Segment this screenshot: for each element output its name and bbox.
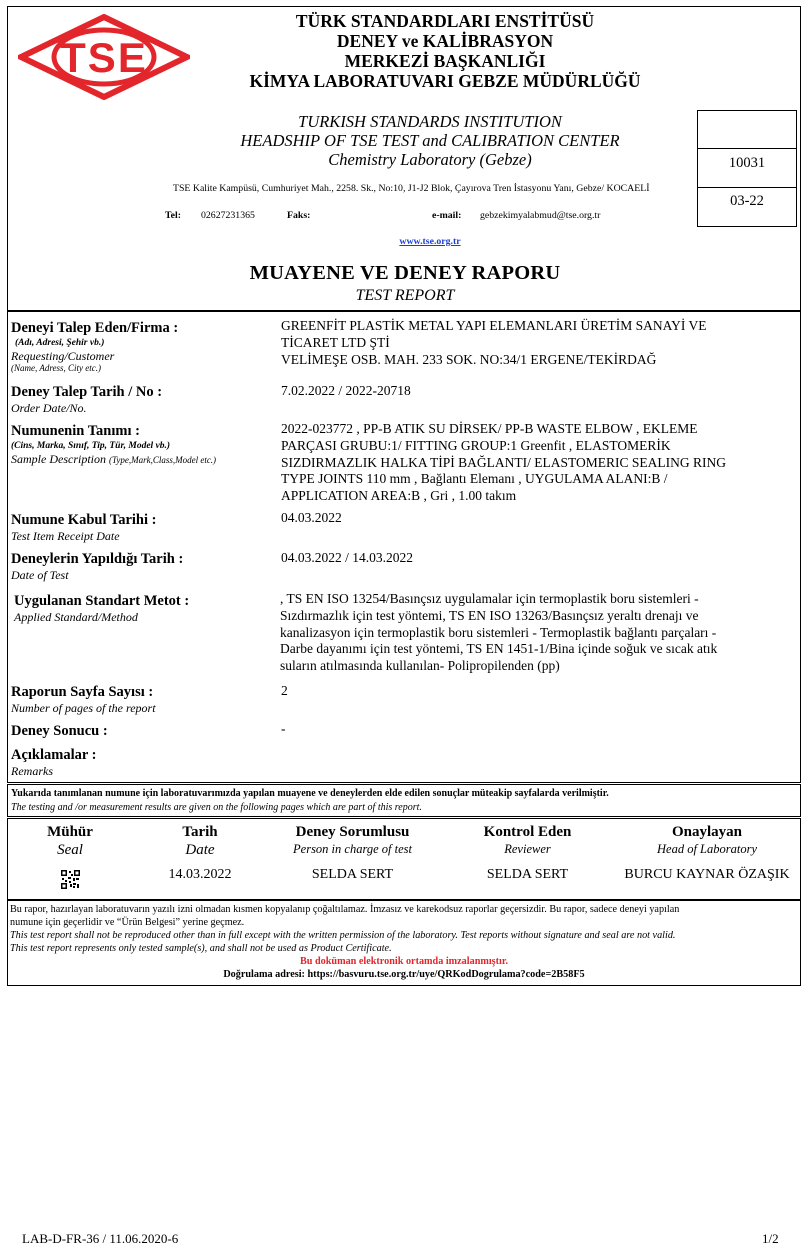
standard-label-group [14, 593, 189, 624]
sample-value-line: SIZDIRMAZLIK HALKA TİPİ BAĞLANTI/ ELASTOMERIC SEALING RING [281, 454, 726, 470]
sample-sub: (Cins, Marka, Sınıf, Tip, Tür, Model vb.) [11, 441, 171, 451]
test-date-en: Date of Test [11, 568, 69, 582]
result-label: Deney Sonucu : [11, 723, 108, 739]
test-date-value: 04.03.2022 / 14.03.2022 [281, 550, 414, 565]
approver-title: Onaylayan [671, 824, 743, 840]
tel-label: Tel: [165, 210, 181, 221]
disclaimer-tr [10, 904, 679, 929]
header-tr-line: DENEY ve KALİBRASYON [336, 31, 554, 51]
customer-en-sub: (Name, Adress, City etc.) [11, 363, 101, 373]
reviewer-sub: Reviewer [504, 842, 551, 856]
approver-value: BURCU KAYNAR ÖZAŞIK [624, 867, 790, 882]
customer-label: Deneyi Talep Eden/Firma : [11, 320, 179, 336]
customer-en: Requesting/Customer [11, 349, 115, 363]
email-label: e-mail: [432, 210, 462, 221]
reviewer-column [460, 824, 595, 883]
header-en-line: HEADSHIP OF TSE TEST and CALIBRATION CENTER [240, 131, 620, 150]
receipt-value: 04.03.2022 [281, 510, 342, 525]
responsible-column [270, 824, 435, 883]
disclaimer-en-line: This test report shall not be reproduced other than in full except with the written permission of the laboratory. Test reports without signature and seal are not valid. [10, 930, 676, 941]
customer-value-line: GREENFİT PLASTİK METAL YAPI ELEMANLARI ÜRETİM SANAYİ VE [281, 318, 707, 333]
remarks-label-group [11, 747, 97, 778]
pages-value: 2 [281, 683, 288, 698]
order-value: 7.02.2022 / 2022-20718 [281, 383, 411, 398]
customer-label-group [11, 320, 178, 374]
standard-value [280, 591, 785, 675]
sample-value-line: 2022-023772 , PP-B ATIK SU DİRSEK/ PP-B WASTE ELBOW , EKLEME [281, 421, 698, 436]
result-label-group [11, 723, 108, 740]
standard-en: Applied Standard/Method [14, 610, 138, 624]
sample-label-group [11, 423, 216, 467]
code-box-divider [697, 148, 797, 149]
reviewer-value: SELDA SERT [486, 867, 569, 882]
customer-value-line: VELİMEŞE OSB. MAH. 233 SOK. NO:34/1 ERGENE/TEKİRDAĞ [281, 351, 657, 367]
disclaimer-en [10, 930, 675, 955]
code-box-date: 03-22 [730, 193, 764, 209]
date-title: Tarih [182, 824, 218, 840]
remarks-en: Remarks [11, 764, 53, 778]
code-box-number: 10031 [728, 155, 766, 171]
customer-value [281, 318, 786, 368]
standard-value-line: , TS EN ISO 13254/Basınçsız uygulamalar için termoplastik boru sistemleri - [280, 591, 699, 606]
responsible-value: SELDA SERT [311, 867, 394, 882]
sample-value-line: PARÇASI GRUBU:1/ FITTING GROUP:1 Greenfit , ELASTOMERİK [281, 437, 671, 453]
disclaimer-tr-line: Bu rapor, hazırlayan laboratuvarın yazılı izni olmadan kısmen kopyalanıp çoğaltılamaz. İmzasız ve karekodsuz raporlar geçersizdir. Bu rapor, sadece deneyi yapılan [10, 904, 680, 915]
disclaimer-tr-line: numune için geçerlidir ve “Ürün Belgesi” yerine geçmez. [10, 916, 245, 928]
pages-label: Raporun Sayfa Sayısı : [11, 684, 154, 700]
receipt-en: Test Item Receipt Date [11, 529, 120, 543]
sample-en: Sample Description [11, 452, 106, 466]
sample-label: Numunenin Tanımı : [11, 423, 140, 439]
standard-value-line: suların atılmasında kullanılan- Polipropilenden (pp) [280, 658, 560, 674]
remarks-label: Açıklamalar : [11, 747, 97, 763]
tse-logo [18, 14, 190, 100]
pages-en: Number of pages of the report [11, 701, 156, 715]
header-tr-line: TÜRK STANDARDLARI ENSTİTÜSÜ [295, 11, 595, 31]
standard-value-line: Darbe dayanımı için test yöntemi, TS EN 1451-1/Bina içinde soğuk ve sıcak atık [280, 641, 718, 657]
date-sub: Date [185, 842, 215, 858]
customer-sub: (Adı, Adresi, Şehir vb.) [15, 338, 105, 348]
receipt-label-group [11, 512, 156, 543]
order-label-group [11, 384, 162, 415]
verification-address[interactable]: Doğrulama adresi: https://basvuru.tse.org.tr/uye/QRKodDogrulama?code=2B58F5 [223, 969, 585, 980]
receipt-label: Numune Kabul Tarihi : [11, 512, 157, 528]
seal-sub: Seal [57, 842, 83, 858]
approver-sub: Head of Laboratory [657, 842, 757, 856]
sample-value-line: APPLICATION AREA:B , Gri , 1.00 takım [281, 488, 517, 504]
result-value: - [281, 721, 286, 736]
pages-label-group [11, 684, 156, 715]
sample-value-line: TYPE JOINTS 110 mm , Bağlantı Elemanı , UYGULAMA ALANI:B / [281, 471, 668, 487]
date-value: 14.03.2022 [168, 867, 232, 882]
notice-en: The testing and /or measurement results are given on the following pages which are part of this report. [11, 802, 422, 813]
test-date-label-group [11, 551, 183, 582]
reviewer-title: Kontrol Eden [483, 824, 572, 840]
order-label: Deney Talep Tarih / No : [11, 384, 163, 400]
standard-value-line: kanalizasyon için termoplastik boru sistemleri - Termoplastik bağlantı parçaları - [280, 624, 717, 640]
header-address: TSE Kalite Kampüsü, Cumhuriyet Mah., 2258. Sk., No:10, J1-J2 Blok, Çayırova Tren İstasyonu Yanı, Gebze/ KOCAELİ [173, 183, 650, 194]
order-en: Order Date/No. [11, 401, 87, 415]
header-tr-line: KİMYA LABORATUVARI GEBZE MÜDÜRLÜĞÜ [249, 71, 641, 91]
code-box-divider [697, 187, 797, 188]
test-date-label: Deneylerin Yapıldığı Tarih : [11, 551, 184, 567]
header-tr-line: MERKEZİ BAŞKANLIĞI [344, 51, 546, 71]
standard-value-line: Sızdırmazlık için test yöntemi, TS EN ISO 13263/Basınçsız yeraltı drenajı ve [280, 607, 699, 623]
responsible-sub: Person in charge of test [293, 842, 412, 856]
header-en [190, 112, 670, 169]
qr-code-icon [61, 870, 80, 889]
standard-label: Uygulanan Standart Metot : [14, 593, 190, 609]
notice-tr: Yukarıda tanımlanan numune için laboratuvarımızda yapılan muayene ve deneylerden elde edilen sonuçlar müteakip sayfalarda verilmiştir. [11, 788, 609, 799]
responsible-title: Deney Sorumlusu [295, 824, 410, 840]
header-tr [200, 11, 690, 91]
logo-text: TSE [60, 34, 148, 81]
tel-value: 02627231365 [201, 210, 255, 221]
date-column [150, 824, 250, 883]
seal-title: Mühür [47, 824, 93, 840]
report-title: MUAYENE VE DENEY RAPORU [249, 262, 561, 284]
approver-column [612, 824, 802, 883]
sample-en-line [11, 452, 216, 467]
website-link[interactable]: www.tse.org.tr [399, 236, 461, 247]
seal-column [25, 824, 115, 859]
electronic-signature-note: Bu doküman elektronik ortamda imzalanmıştır. [299, 956, 509, 967]
sample-value [281, 421, 786, 505]
page-number: 1/2 [762, 1231, 779, 1246]
fax-label: Faks: [287, 210, 311, 221]
email-value[interactable]: gebzekimyalabmud@tse.org.tr [480, 210, 601, 221]
sample-en-small: (Type,Mark,Class,Model etc.) [109, 455, 217, 465]
header-en-line: Chemistry Laboratory (Gebze) [328, 150, 532, 169]
form-code: LAB-D-FR-36 / 11.06.2020-6 [22, 1231, 179, 1246]
customer-value-line: TİCARET LTD ŞTİ [281, 334, 390, 350]
header-en-line: TURKISH STANDARDS INSTITUTION [298, 112, 562, 131]
report-title-en: TEST REPORT [355, 287, 455, 304]
disclaimer-en-line: This test report represents only tested sample(s), and shall not be used as Product Certificate. [10, 942, 392, 954]
